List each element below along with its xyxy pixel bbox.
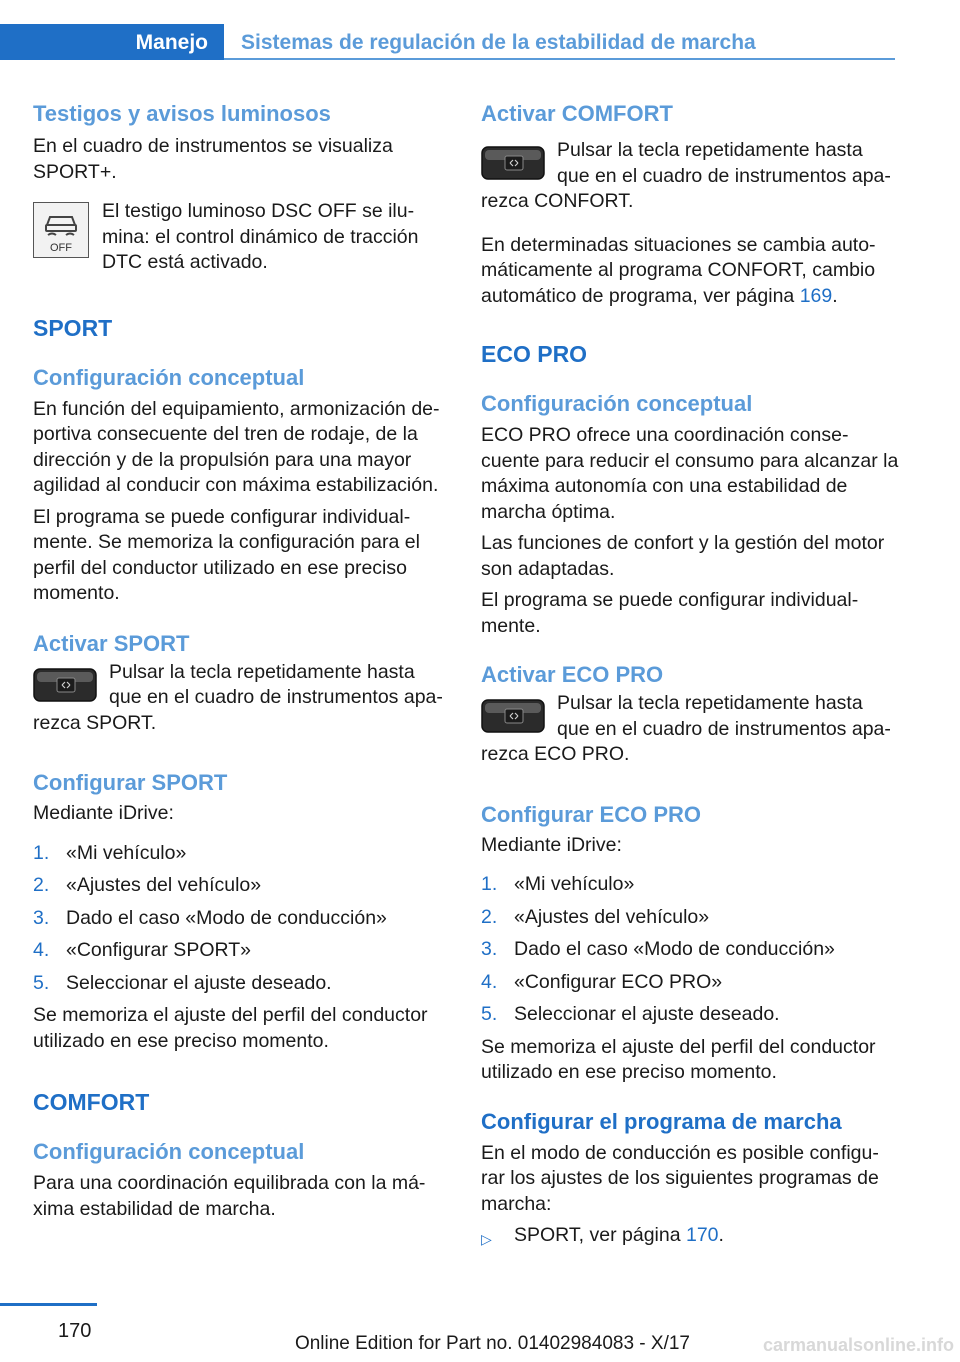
programa-marcha-list [481,1223,899,1253]
text-activar-sport-a: Pulsar la tecla repetidamente hasta que en el cuadro de instrumentos apa- [109,660,443,708]
list-item: 4. «Configurar SPORT» [33,939,251,961]
chapter-tab[interactable] [0,24,224,60]
text-activar-eco-a: Pulsar la tecla repetidamente hasta que en el cuadro de instrumentos apa- [557,692,891,740]
text-comfort-auto: En determinadas situaciones se cambia auto-máticamente al programa CONFORT, cambio automático de programa, ver página 169. [481,233,876,307]
text-programa-marcha: En el modo de conducción es posible configu-rar los ajustes de los siguientes programas de marcha: [481,1141,879,1215]
heading-sport: SPORT [33,314,113,341]
list-item: ▷ SPORT, ver página 170. [481,1223,899,1253]
heading-comfort: COMFORT [33,1089,150,1115]
chapter-tab-label: Manejo [135,31,208,54]
heading-eco-concept: Configuración conceptual [481,391,753,416]
list-item: 5. Seleccionar el ajuste deseado. [33,971,332,994]
text-configurar-eco-intro: Mediante iDrive: [481,833,622,856]
heading-configurar-sport: Configurar SPORT [33,770,228,795]
triangle-bullet-icon: ▷ [481,1231,492,1247]
heading-activar-comfort: Activar COMFORT [481,101,673,126]
text-testigos: En el cuadro de instrumentos se visualiza SPORT+. [33,135,393,183]
heading-testigos: Testigos y avisos luminosos [33,101,331,126]
list-item: 1. «Mi vehículo» [33,841,187,864]
page-number: 170 [58,1320,92,1342]
mode-switch-key-icon [481,697,545,737]
heading-activar-sport: Activar SPORT [33,630,190,656]
text-sport-concept-2: El programa se puede configurar individual-mente. Se memoriza la configuración para el perfil del conductor utilizado en ese preciso momento. [33,505,420,604]
text-configurar-eco-outro: Se memoriza el ajuste del perfil del conductor utilizado en ese preciso momento. [481,1035,876,1083]
text-activar-sport-b: rezca SPORT. [33,711,157,734]
text-comfort-concept: Para una coordinación equilibrada con la má-xima estabilidad de marcha. [33,1172,426,1220]
heading-sport-concept: Configuración conceptual [33,364,305,390]
edition-text: Online Edition for Part no. 01402984083 - X/17 [294,1333,690,1354]
text-activar-eco-b: rezca ECO PRO. [481,743,630,765]
dsc-off-icon [33,202,89,258]
text-activar-comfort-a: Pulsar la tecla repetidamente hasta que en el cuadro de instrumentos apa- [557,139,891,187]
list-item: 2. «Ajustes del vehículo» [481,905,710,928]
page-header [0,24,895,62]
list-item: 3. Dado el caso «Modo de conducción» [481,938,835,960]
heading-configurar-eco: Configurar ECO PRO [481,801,702,827]
header-divider [224,58,895,60]
right-column [481,100,899,1253]
list-item: 4. «Configurar ECO PRO» [481,970,723,993]
list-item: 3. Dado el caso «Modo de conducción» [33,906,387,929]
heading-activar-eco: Activar ECO PRO [481,662,664,687]
page-link-170[interactable]: 170 [685,1224,719,1246]
activar-sport-block [33,660,451,711]
configurar-eco-steps [481,872,899,1028]
text-eco-concept-3: El programa se puede configurar individual-mente. [481,589,859,637]
watermark: carmanualsonline.info [762,1335,954,1355]
list-item: 1. «Mi vehículo» [481,873,635,895]
dsc-off-block [33,199,451,276]
dsc-off-icon-label: OFF [50,242,72,254]
activar-eco-block [481,691,899,742]
heading-eco-pro: ECO PRO [481,341,588,367]
text-configurar-sport-intro: Mediante iDrive: [33,802,174,824]
list-item: 5. Seleccionar el ajuste deseado. [481,1003,780,1025]
text-eco-concept-2: Las funciones de confort y la gestión del motor son adaptadas. [481,532,885,580]
mode-switch-key-icon [481,144,545,184]
mode-switch-key-icon [33,666,97,706]
heading-comfort-concept: Configuración conceptual [33,1139,305,1164]
footer-divider [0,1303,97,1306]
text-activar-comfort-b: rezca CONFORT. [481,190,634,212]
heading-programa-marcha: Configurar el programa de marcha [481,1108,842,1134]
list-item: 2. «Ajustes del vehículo» [33,874,262,896]
text-sport-concept-1: En función del equipamiento, armonización de-portiva consecuente del tren de rodaje, de la dirección y de la propulsión para una mayor agilidad al conducir con máxima estabilización. [33,397,440,496]
text-eco-concept-1: ECO PRO ofrece una coordinación conse-cuente para reducir el consumo para alcanzar la máxima autonomía con una estabilidad de marcha óptima. [481,424,899,523]
configurar-sport-steps [33,841,451,997]
text-configurar-sport-outro: Se memoriza el ajuste del perfil del conductor utilizado en ese preciso momento. [33,1004,428,1052]
section-title: Sistemas de regulación de la estabilidad de marcha [241,31,756,54]
text-dsc-off: El testigo luminoso DSC OFF se ilu-mina: el control dinámico de tracción DTC está activado. [102,200,419,273]
left-column [33,100,451,1222]
activar-comfort-block [481,138,899,189]
page-link-169[interactable]: 169 [799,284,833,307]
